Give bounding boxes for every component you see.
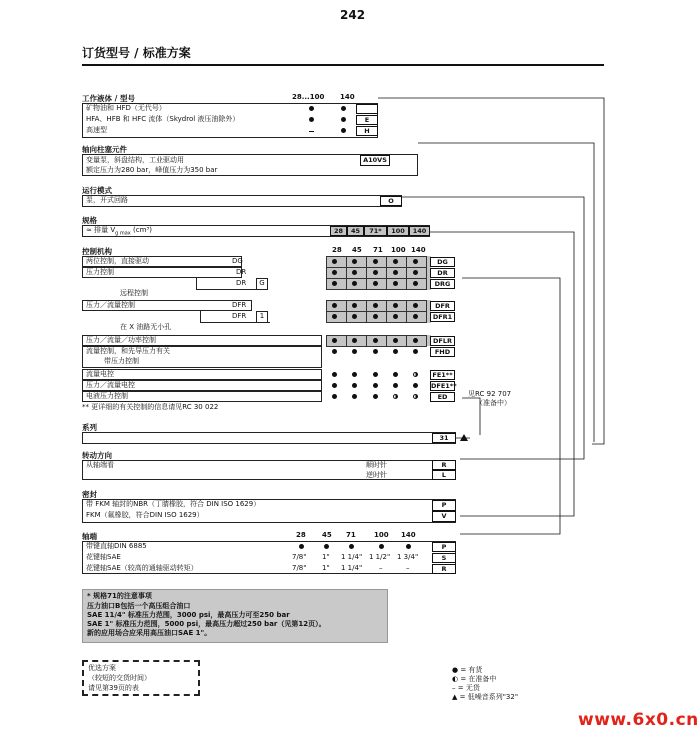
shaft-code-p: P bbox=[432, 542, 456, 552]
availability-dot bbox=[352, 394, 357, 399]
control-label-dfe1: 压力／流量电控 bbox=[86, 381, 135, 389]
legend-dash-icon: – bbox=[452, 684, 456, 692]
axial-line2: 额定压力为280 bar，峰值压力为350 bar bbox=[86, 166, 218, 174]
fluid-col-28-100: 28...100 bbox=[292, 93, 325, 101]
preferred-line-3: 请见第39页的表 bbox=[88, 684, 139, 692]
control-code-dfr: DFR bbox=[430, 301, 455, 311]
shaft-dot bbox=[299, 544, 304, 549]
rotation-code-r: R bbox=[432, 460, 456, 470]
watermark: www.6x0.cn bbox=[578, 710, 699, 730]
size-45: 45 bbox=[347, 226, 364, 236]
operation-box bbox=[82, 195, 402, 207]
shaft-r-71: 1 1/4" bbox=[341, 564, 363, 572]
fluid-code-h: H bbox=[356, 126, 378, 136]
shaft-code-r: R bbox=[432, 564, 456, 574]
shaft-r-100: – bbox=[379, 564, 383, 572]
shaft-col-28: 28 bbox=[296, 531, 306, 539]
shaft-dot bbox=[324, 544, 329, 549]
fluid-row-highspeed: 高速型 bbox=[86, 126, 107, 134]
fluid-dash bbox=[309, 131, 314, 132]
size-heading: 规格 bbox=[82, 216, 97, 225]
control-col-28: 28 bbox=[332, 246, 342, 254]
axial-line1: 变量泵，斜盘结构，工业驱动用 bbox=[86, 156, 184, 164]
grid-cell bbox=[326, 311, 347, 323]
legend bbox=[452, 666, 518, 702]
fluid-code-mineral bbox=[356, 104, 378, 114]
grid-cell bbox=[386, 278, 407, 290]
control-abbr-dfr1-1: DFR bbox=[232, 312, 247, 320]
availability-dot bbox=[393, 372, 398, 377]
control-code-dfr1: DFR1 bbox=[430, 312, 455, 322]
availability-dot bbox=[413, 349, 418, 354]
control-label-dfr: 压力／流量控制 bbox=[86, 301, 135, 309]
note-title: * 规格71的注意事项 bbox=[87, 592, 152, 600]
fluid-dot bbox=[341, 117, 346, 122]
availability-dot bbox=[332, 372, 337, 377]
control-code-ed: ED bbox=[430, 392, 455, 402]
fluid-code-e: E bbox=[356, 115, 378, 125]
shaft-s-100: 1 1/2" bbox=[369, 553, 391, 561]
size-100: 100 bbox=[387, 226, 409, 236]
grid-cell bbox=[366, 311, 387, 323]
shaft-s-140: 1 3/4" bbox=[397, 553, 419, 561]
grid-cell bbox=[386, 311, 407, 323]
series-box bbox=[82, 432, 456, 444]
note-size-71 bbox=[82, 589, 388, 643]
preferred-line-1: 优选方案 bbox=[88, 664, 116, 672]
operation-code: O bbox=[380, 196, 402, 206]
note-line-1: 压力油口B包括一个高压组合油口 bbox=[87, 602, 191, 610]
control-abbr-drg-1: DR bbox=[236, 279, 247, 287]
control-row-box bbox=[82, 369, 322, 380]
rotation-code-l: L bbox=[432, 470, 456, 480]
availability-dot bbox=[352, 383, 357, 388]
note-line-4: 新的应用场合应采用高压油口SAE 1"。 bbox=[87, 629, 212, 637]
size-71: 71* bbox=[364, 226, 387, 236]
shaft-code-s: S bbox=[432, 553, 456, 563]
availability-dot bbox=[332, 349, 337, 354]
shaft-col-45: 45 bbox=[322, 531, 332, 539]
grid-cell bbox=[406, 311, 427, 323]
fluid-dot bbox=[341, 106, 346, 111]
shaft-row-sae: 花键轴SAE bbox=[86, 553, 121, 561]
size-28: 28 bbox=[330, 226, 347, 236]
control-footnote: ** 更详细的有关控制的信息请见RC 30 022 bbox=[82, 403, 219, 411]
availability-dot bbox=[332, 383, 337, 388]
shaft-s-71: 1 1/4" bbox=[341, 553, 363, 561]
shaft-dot bbox=[349, 544, 354, 549]
shaft-s-45: 1" bbox=[322, 553, 330, 561]
rotation-ccw: 逆时针 bbox=[366, 471, 387, 479]
availability-dot bbox=[373, 394, 378, 399]
grid-cell bbox=[326, 335, 347, 347]
control-label-x: 在 X 油路无小孔 bbox=[120, 323, 172, 331]
control-abbr-dfr1-2: 1 bbox=[256, 311, 268, 323]
grid-cell bbox=[346, 335, 367, 347]
control-heading: 控制机构 bbox=[82, 247, 112, 256]
fluid-col-140: 140 bbox=[340, 93, 355, 101]
shaft-col-100: 100 bbox=[374, 531, 389, 539]
note-line-2: SAE 11/4" 标准压力范围，3000 psi，最高压力可至250 bar bbox=[87, 611, 290, 619]
grid-cell bbox=[406, 278, 427, 290]
preferred-option-box bbox=[82, 660, 200, 696]
control-code-dflr: DFLR bbox=[430, 336, 455, 346]
seal-nbr: 带 FKM 轴封的NBR（丁腈橡胶，符合 DIN ISO 1629） bbox=[86, 500, 261, 508]
control-code-fhd: FHD bbox=[430, 347, 455, 357]
page-title: 订货型号 / 标准方案 bbox=[82, 46, 191, 60]
control-label-remote: 远程控制 bbox=[120, 289, 148, 297]
availability-half-dot bbox=[413, 394, 418, 399]
control-label-dflr: 压力／流量／功率控制 bbox=[86, 336, 156, 344]
low-noise-triangle-icon bbox=[460, 434, 468, 441]
legend-item-low-noise: ▲ = 低噪音系列"32" bbox=[452, 693, 519, 701]
grid-cell bbox=[386, 335, 407, 347]
legend-item-preparing: ◐ = 在准备中 bbox=[452, 675, 497, 683]
axial-heading: 轴向柱塞元件 bbox=[82, 145, 127, 154]
rotation-box bbox=[82, 460, 456, 480]
operation-label: 泵，开式回路 bbox=[86, 196, 128, 204]
seal-code-p: P bbox=[432, 500, 456, 511]
shaft-col-71: 71 bbox=[346, 531, 356, 539]
control-label-dr: 压力控制 bbox=[86, 268, 114, 276]
control-code-fe1: FE1** bbox=[430, 370, 455, 380]
legend-item-available: ● = 有货 bbox=[452, 666, 483, 674]
series-heading: 系列 bbox=[82, 423, 97, 432]
legend-dot-icon: ● bbox=[452, 666, 459, 674]
control-label-fhd: 流量控制，和先导压力有关 bbox=[86, 347, 170, 355]
series-code: 31 bbox=[432, 433, 456, 443]
shaft-dot bbox=[406, 544, 411, 549]
legend-triangle-icon: ▲ bbox=[452, 693, 458, 701]
size-140: 140 bbox=[409, 226, 430, 236]
control-col-45: 45 bbox=[352, 246, 362, 254]
grid-cell bbox=[326, 278, 347, 290]
axial-code: A10VS bbox=[360, 155, 390, 166]
availability-half-dot bbox=[393, 394, 398, 399]
grid-cell bbox=[346, 311, 367, 323]
operation-heading: 运行模式 bbox=[82, 186, 112, 195]
control-abbr-dfr: DFR bbox=[232, 301, 247, 309]
availability-dot bbox=[413, 383, 418, 388]
availability-dot bbox=[393, 349, 398, 354]
note-line-3: SAE 1" 标准压力范围，5000 psi，最高压力超过250 bar（见第12页）。 bbox=[87, 620, 326, 628]
grid-cell bbox=[366, 335, 387, 347]
seals-heading: 密封 bbox=[82, 490, 97, 499]
size-label: ≈ 排量 $V_{g max}$ (cm³) bbox=[86, 226, 152, 237]
legend-half-dot-icon: ◐ bbox=[452, 675, 459, 683]
grid-cell bbox=[406, 335, 427, 347]
shaft-dot bbox=[379, 544, 384, 549]
fluid-dot bbox=[309, 117, 314, 122]
shaft-col-140: 140 bbox=[401, 531, 416, 539]
control-label-fe1: 流量电控 bbox=[86, 370, 114, 378]
availability-dot bbox=[393, 383, 398, 388]
preferred-line-2: （较短的交货时间） bbox=[88, 674, 151, 682]
rotation-heading: 转动方向 bbox=[82, 451, 112, 460]
control-label-dg: 两位控制，直接驱动 bbox=[86, 257, 149, 265]
availability-dot bbox=[373, 349, 378, 354]
control-label-fhd2: 带压力控制 bbox=[104, 357, 139, 365]
control-abbr-dr: DR bbox=[236, 268, 247, 276]
grid-cell bbox=[346, 278, 367, 290]
control-code-dg: DG bbox=[430, 257, 455, 267]
shaft-s-28: 7/8" bbox=[292, 553, 307, 561]
page-number: 242 bbox=[340, 8, 366, 22]
availability-dot bbox=[373, 383, 378, 388]
control-abbr-drg-2: G bbox=[256, 278, 268, 290]
control-see-ref: 见RC 92 707 bbox=[468, 390, 512, 398]
fluid-dot bbox=[341, 128, 346, 133]
shaft-r-28: 7/8" bbox=[292, 564, 307, 572]
fluid-heading: 工作液体 / 型号 bbox=[82, 94, 135, 103]
control-col-140: 140 bbox=[411, 246, 426, 254]
control-col-100: 100 bbox=[391, 246, 406, 254]
shaft-r-140: – bbox=[406, 564, 410, 572]
shaft-row-keyed: 带键直轴DIN 6885 bbox=[86, 542, 147, 550]
control-code-drg: DRG bbox=[430, 279, 455, 289]
availability-dot bbox=[373, 372, 378, 377]
availability-dot bbox=[352, 372, 357, 377]
availability-dot bbox=[332, 394, 337, 399]
fluid-row-mineral: 矿物油和 HFD（无代号） bbox=[86, 104, 166, 112]
grid-cell bbox=[366, 278, 387, 290]
shaft-r-45: 1" bbox=[322, 564, 330, 572]
control-col-71: 71 bbox=[373, 246, 383, 254]
shaft-heading: 轴端 bbox=[82, 532, 97, 541]
seal-fkm: FKM（氟橡胶，符合DIN ISO 1629） bbox=[86, 511, 204, 519]
legend-item-unavailable: – = 无货 bbox=[452, 684, 480, 692]
control-abbr-dg: DG bbox=[232, 257, 243, 265]
rotation-label: 从轴端看 bbox=[86, 461, 114, 469]
fluid-dot bbox=[309, 106, 314, 111]
control-code-dfe1: DFE1** bbox=[431, 382, 457, 390]
control-code-dr: DR bbox=[430, 268, 455, 278]
control-see-sub: （准备中） bbox=[476, 399, 511, 407]
availability-half-dot bbox=[413, 372, 418, 377]
fluid-row-hfa: HFA、HFB 和 HFC 流体（Skydrol 液压油除外） bbox=[86, 115, 240, 123]
rotation-cw: 顺时针 bbox=[366, 461, 387, 469]
seal-code-v: V bbox=[432, 511, 456, 522]
shaft-row-sae-high: 花键轴SAE（较高的通轴驱动转矩） bbox=[86, 564, 198, 572]
availability-dot bbox=[352, 349, 357, 354]
control-label-ed: 电液压力控制 bbox=[86, 392, 128, 400]
